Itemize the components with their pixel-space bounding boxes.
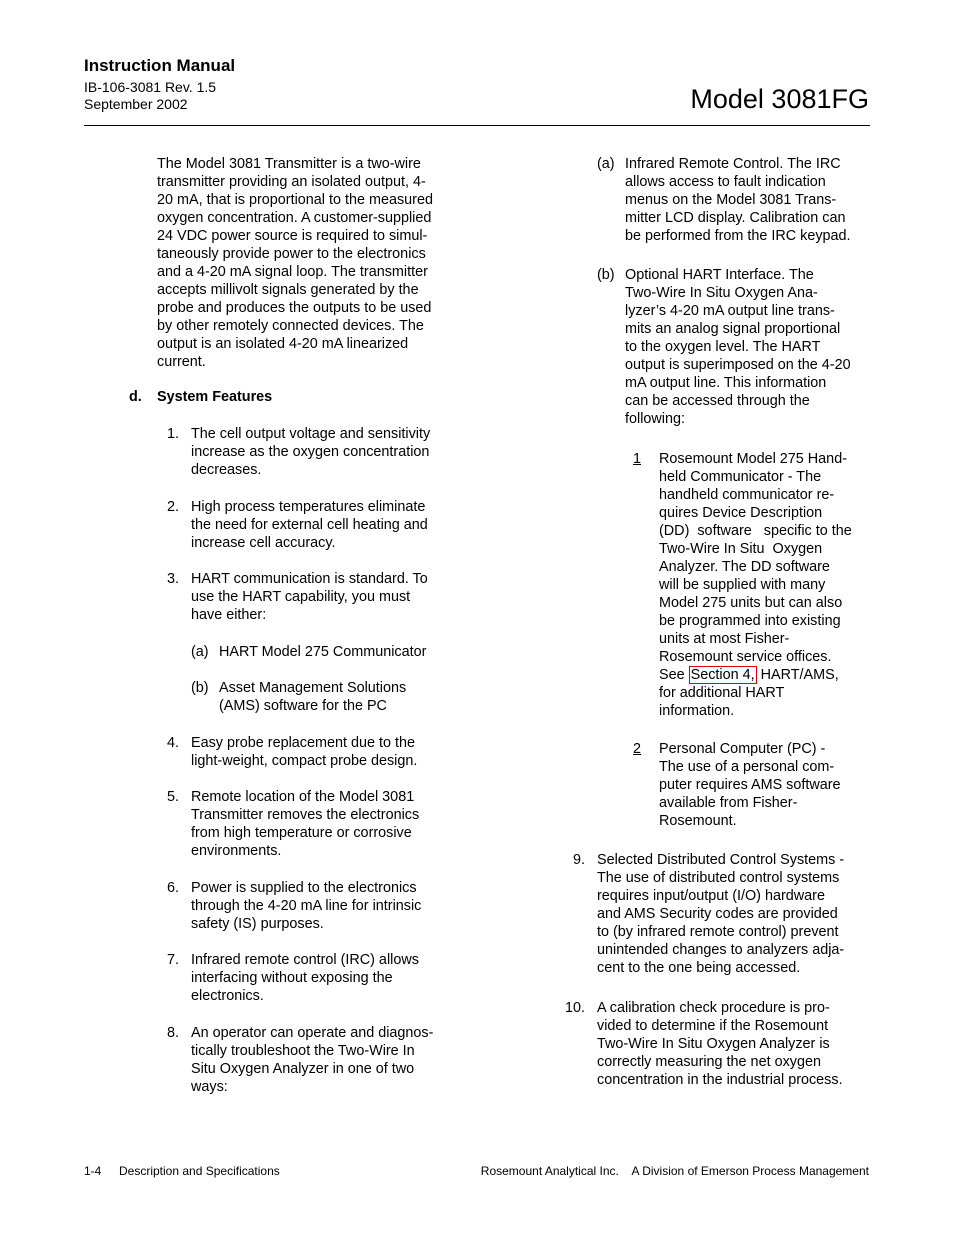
sub-item: Asset Management Solutions (AMS) software for the PC	[219, 680, 407, 714]
sub-item-label: (a)	[191, 644, 209, 660]
sub-item-label: (a)	[597, 156, 615, 172]
header-rule	[84, 125, 870, 126]
item-number: 7.	[166, 952, 179, 968]
list-item: An operator can operate and diagnos- tically troubleshoot the Two-Wire In Situ Oxygen Analyzer in one of two ways:	[191, 1025, 434, 1095]
sub-item: HART Model 275 Communicator	[219, 644, 427, 660]
sub-item: Optional HART Interface. The Two-Wire In Situ Oxygen Ana- lyzer’s 4-20 mA output line trans- mits an analog signal proportional to the oxygen level. The HART output is superimposed on the 4-20 mA output line. This information can be accessed through the following:	[625, 267, 851, 427]
doc-date: September 2002	[84, 96, 188, 112]
hart-sub-label: 2	[633, 741, 642, 757]
hart-sub-label: 1	[633, 451, 642, 467]
doc-number: IB-106-3081 Rev. 1.5	[84, 79, 217, 95]
list-item: Remote location of the Model 3081 Transmitter removes the electronics from high temperature or corrosive environments.	[191, 789, 420, 859]
item-number: 9.	[572, 852, 585, 868]
item-number: 3.	[166, 571, 179, 587]
item-number: 6.	[166, 880, 179, 896]
footer-page-number: 1-4	[84, 1164, 102, 1178]
model-title: Model 3081FG	[690, 84, 869, 114]
list-item: Infrared remote control (IRC) allows interfacing without exposing the electronics.	[191, 952, 419, 1004]
section-title: System Features	[157, 389, 273, 405]
footer-company: Rosemount Analytical Inc. A Division of Emerson Process Management	[480, 1164, 869, 1178]
item-number: 2.	[166, 499, 179, 515]
item-number: 8.	[166, 1025, 179, 1041]
sub-item: Infrared Remote Control. The IRC allows access to fault indication menus on the Model 3081 Trans- mitter LCD display. Calibration can be performed from the IRC keypad.	[625, 156, 851, 244]
hart-sub-item: Rosemount Model 275 Hand- held Communicator - The handheld communicator re- quires Device Description (DD) software specific to the Two-Wire In Situ Oxygen Analyzer. The DD software will be supplied with many Model 275 units but can also be programmed into existing units at most Fisher- Rosemount service offices. See Section 4, HART/AMS, for additional HART information.	[659, 451, 852, 719]
manual-title: Instruction Manual	[84, 56, 236, 75]
list-item: High process temperatures eliminate the need for external cell heating and increase cell accuracy.	[191, 499, 428, 551]
list-item: A calibration check procedure is pro- vided to determine if the Rosemount Two-Wire In Situ Oxygen Analyzer is correctly measuring the net oxygen concentration in the industrial process.	[597, 1000, 843, 1088]
list-item: Selected Distributed Control Systems - The use of distributed control systems requires input/output (I/O) hardware and AMS Security codes are provided to (by infrared remote control) prevent unintended changes to analyzers adja- cent to the one being accessed.	[597, 852, 845, 976]
item-number: 10.	[564, 1000, 585, 1016]
list-item: Easy probe replacement due to the light-weight, compact probe design.	[191, 735, 418, 769]
list-item: The cell output voltage and sensitivity increase as the oxygen concentration decreases.	[191, 426, 431, 478]
section-label: d.	[129, 389, 142, 405]
footer-section: Description and Specifications	[119, 1164, 280, 1178]
intro-paragraph: The Model 3081 Transmitter is a two-wire transmitter providing an isolated output, 4- 20 mA, that is proportional to the measured oxygen concentration. A customer-supplied 24 VDC power source is required to simul- taneously provide power to the electronics and a 4-20 mA signal loop. The transmitter accepts millivolt signals generated by the probe and produces the outputs to be used by other remotely connected devices. The output is an isolated 4-20 mA linearized current.	[157, 156, 433, 370]
hart-sub-item: Personal Computer (PC) - The use of a personal com- puter requires AMS software available from Fisher- Rosemount.	[659, 741, 841, 829]
sub-item-label: (b)	[597, 267, 615, 283]
item-number: 4.	[166, 735, 179, 751]
item-number: 5.	[166, 789, 179, 805]
sub-item-label: (b)	[191, 680, 209, 696]
item-number: 1.	[166, 426, 179, 442]
list-item: HART communication is standard. To use the HART capability, you must have either:	[191, 571, 428, 623]
list-item: Power is supplied to the electronics through the 4-20 mA line for intrinsic safety (IS) purposes.	[191, 880, 422, 932]
section-4-link[interactable]: Section 4,	[690, 667, 755, 683]
